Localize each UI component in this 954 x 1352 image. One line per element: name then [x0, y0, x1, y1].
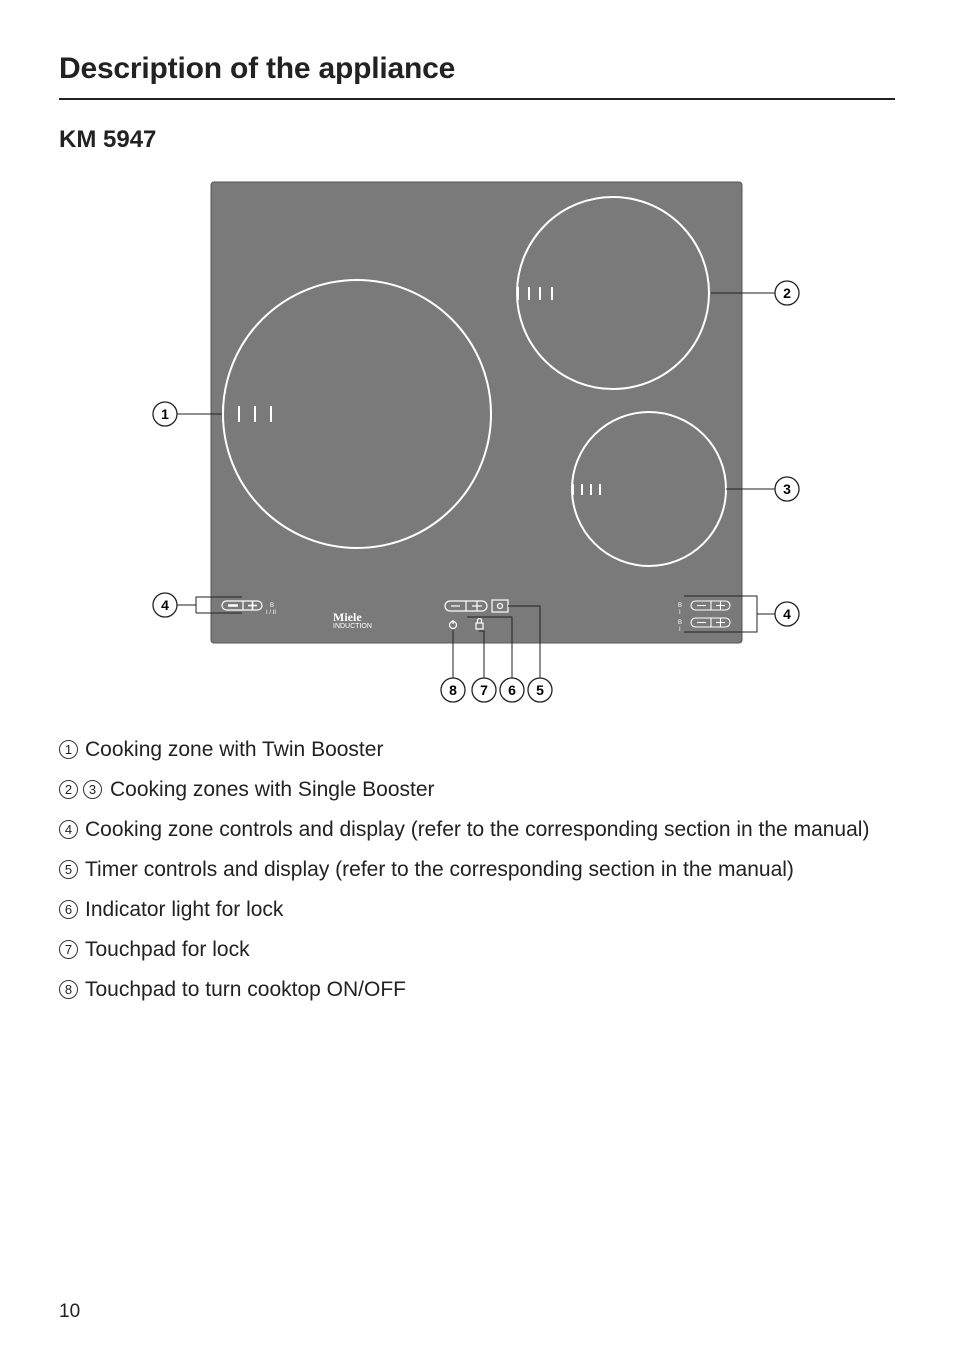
brand-subtitle: INDUCTION: [333, 623, 372, 630]
legend-number: 6: [59, 900, 78, 919]
legend-number: 1: [59, 740, 78, 759]
legend-item: [59, 896, 879, 923]
legend-text: Timer controls and display (refer to the corresponding section in the manual): [85, 858, 794, 881]
page-title: Description of the appliance: [59, 52, 456, 85]
legend-item: [59, 776, 879, 803]
callout-3: 3: [783, 481, 791, 497]
legend-text: Cooking zones with Single Booster: [110, 778, 435, 801]
right-booster-label-lower: B: [678, 620, 683, 626]
legend-text: Cooking zone controls and display (refer to the corresponding section in the manual): [85, 818, 870, 841]
legend-item: [59, 736, 879, 763]
right-single-label-upper: I: [679, 610, 681, 616]
callout-7: 7: [480, 682, 488, 698]
right-single-label-lower: I: [679, 627, 681, 633]
legend-number: 4: [59, 820, 78, 839]
legend-text: Cooking zone with Twin Booster: [85, 738, 384, 761]
legend-text: Touchpad for lock: [85, 938, 250, 961]
legend-item: [59, 856, 879, 883]
legend-text: Touchpad to turn cooktop ON/OFF: [85, 978, 406, 1001]
legend-item: [59, 976, 879, 1003]
model-heading: KM 5947: [59, 126, 157, 153]
left-twin-label: I / II: [266, 610, 277, 616]
page-number: 10: [59, 1301, 81, 1322]
legend-list: [59, 736, 879, 1003]
left-booster-label: B: [270, 603, 275, 609]
callout-6: 6: [508, 682, 516, 698]
legend-number: 3: [83, 780, 102, 799]
right-booster-label-upper: B: [678, 603, 683, 609]
callout-4-right: 4: [783, 606, 791, 622]
brand-logo: Miele: [333, 610, 362, 624]
callout-4-left: 4: [161, 597, 169, 613]
callout-5: 5: [536, 682, 544, 698]
legend-number: 7: [59, 940, 78, 959]
legend-text: Indicator light for lock: [85, 898, 284, 921]
callout-1: 1: [161, 406, 169, 422]
legend-number: 2: [59, 780, 78, 799]
callout-8: 8: [449, 682, 457, 698]
legend-item: [59, 816, 879, 843]
legend-item: [59, 936, 879, 963]
legend-number: 8: [59, 980, 78, 999]
callout-2: 2: [783, 285, 791, 301]
legend-number: 5: [59, 860, 78, 879]
